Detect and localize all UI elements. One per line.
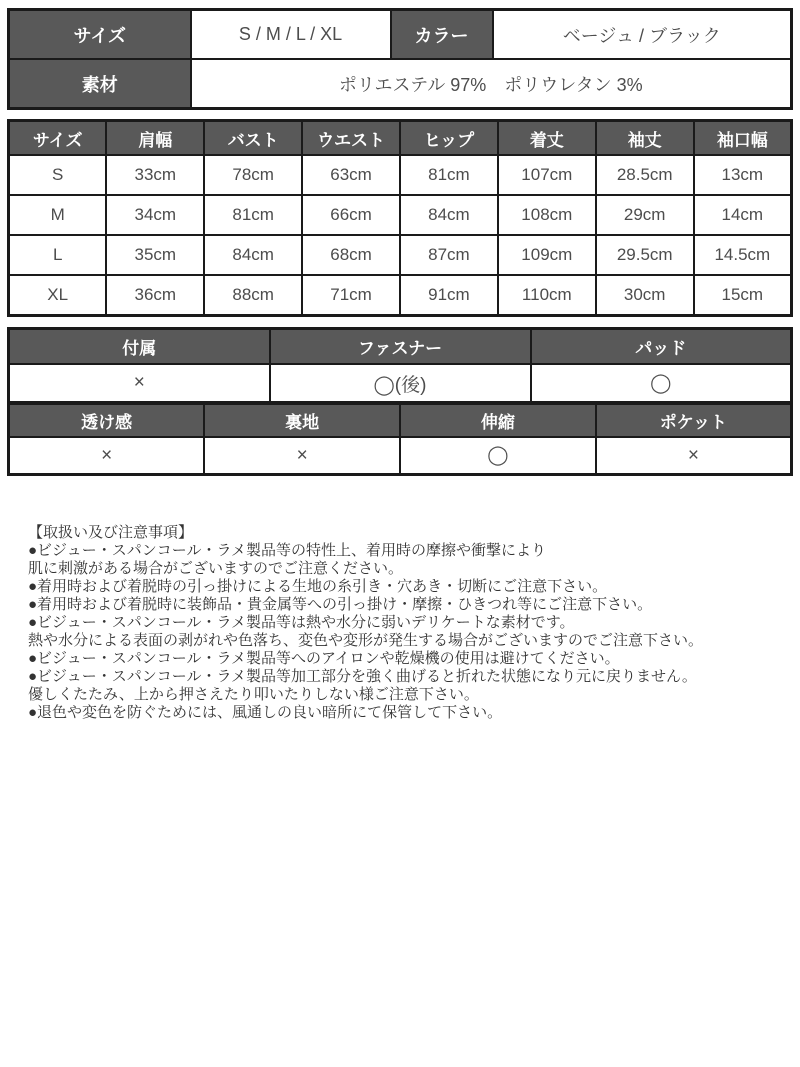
notes-line: 優しくたたみ、上から押さえたり叩いたりしない様ご注意下さい。	[28, 686, 479, 703]
size-chart-cell: 34cm	[106, 195, 204, 235]
notes-line: ●ビジュー・スパンコール・ラメ製品等の特性上、着用時の摩擦や衝撃により	[28, 542, 547, 559]
table-row-size-s	[9, 155, 792, 195]
size-chart-cell: 78cm	[204, 155, 302, 195]
spec-header-row	[9, 404, 792, 438]
material-label-cell: 素材	[9, 59, 191, 109]
size-chart-header: ヒップ	[400, 121, 498, 156]
spec-value: ◯	[531, 364, 792, 403]
spec-table-attachments	[7, 327, 793, 404]
size-chart-cell: 107cm	[498, 155, 596, 195]
size-chart-cell: 35cm	[106, 235, 204, 275]
size-chart-cell: 87cm	[400, 235, 498, 275]
size-chart-cell: 109cm	[498, 235, 596, 275]
size-chart-header: 袖口幅	[694, 121, 792, 156]
size-chart-header: ウエスト	[302, 121, 400, 156]
table-row-size-l	[9, 235, 792, 275]
size-chart-cell: 68cm	[302, 235, 400, 275]
spec-value-row	[9, 364, 792, 403]
size-chart-cell: 14cm	[694, 195, 792, 235]
size-chart-cell: 36cm	[106, 275, 204, 316]
table-row-size-m	[9, 195, 792, 235]
care-notes	[28, 524, 785, 722]
size-chart-header: 袖丈	[596, 121, 694, 156]
size-chart-cell: 108cm	[498, 195, 596, 235]
size-chart-header: 着丈	[498, 121, 596, 156]
notes-line: ●ビジュー・スパンコール・ラメ製品等へのアイロンや乾燥機の使用は避けてください。	[28, 650, 620, 667]
color-value-cell: ベージュ / ブラック	[493, 10, 792, 60]
size-chart-cell: XL	[9, 275, 107, 316]
spec-value: ×	[596, 437, 792, 475]
table-row-size-xl	[9, 275, 792, 316]
spec-header: 透け感	[9, 404, 205, 438]
table-row	[9, 10, 792, 60]
spec-table-fabric	[7, 402, 793, 476]
size-chart-header: バスト	[204, 121, 302, 156]
size-chart-cell: 33cm	[106, 155, 204, 195]
size-chart-cell: 71cm	[302, 275, 400, 316]
size-chart-cell: 63cm	[302, 155, 400, 195]
spec-value: ×	[9, 364, 270, 403]
material-value-cell: ポリエステル 97% ポリウレタン 3%	[191, 59, 792, 109]
size-chart-cell: 84cm	[204, 235, 302, 275]
color-label-cell: カラー	[391, 10, 493, 60]
spec-header: 裏地	[204, 404, 400, 438]
notes-line: ●着用時および着脱時の引っ掛けによる生地の糸引き・穴あき・切断にご注意下さい。	[28, 578, 608, 595]
size-chart-cell: 81cm	[400, 155, 498, 195]
size-chart-cell: M	[9, 195, 107, 235]
size-chart-cell: 81cm	[204, 195, 302, 235]
spec-value: ×	[204, 437, 400, 475]
size-chart-cell: 14.5cm	[694, 235, 792, 275]
spec-value: ◯(後)	[270, 364, 531, 403]
care-notes-title: 【取扱い及び注意事項】	[28, 524, 194, 541]
size-chart-cell: 91cm	[400, 275, 498, 316]
spec-value-row	[9, 437, 792, 475]
spec-header: ファスナー	[270, 329, 531, 365]
notes-line: 熱や水分による表面の剥がれや色落ち、変色や変形が発生する場合がございますのでご注意下さい。	[28, 632, 704, 649]
spec-header-row	[9, 329, 792, 365]
size-chart-cell: 29.5cm	[596, 235, 694, 275]
size-color-material-table	[7, 8, 793, 110]
size-chart-cell: 15cm	[694, 275, 792, 316]
notes-line: ●ビジュー・スパンコール・ラメ製品等は熱や水分に弱いデリケートな素材です。	[28, 614, 575, 631]
size-label-cell: サイズ	[9, 10, 191, 60]
size-chart-header: 肩幅	[106, 121, 204, 156]
spec-value: ×	[9, 437, 205, 475]
spec-header: 伸縮	[400, 404, 596, 438]
size-chart-cell: 66cm	[302, 195, 400, 235]
notes-line: ●着用時および着脱時に装飾品・貴金属等への引っ掛け・摩擦・ひきつれ等にご注意下さい。	[28, 596, 653, 613]
size-chart-cell: 28.5cm	[596, 155, 694, 195]
size-chart-cell: 84cm	[400, 195, 498, 235]
size-chart-header: サイズ	[9, 121, 107, 156]
size-measurement-table	[7, 119, 793, 317]
size-chart-cell: 110cm	[498, 275, 596, 316]
size-chart-cell: 29cm	[596, 195, 694, 235]
size-chart-cell: 13cm	[694, 155, 792, 195]
table-row	[9, 59, 792, 109]
spec-header: ポケット	[596, 404, 792, 438]
size-chart-header-row	[9, 121, 792, 156]
spec-value: ◯	[400, 437, 596, 475]
notes-line: 肌に刺激がある場合がございますのでご注意ください。	[28, 560, 404, 577]
size-chart-cell: 30cm	[596, 275, 694, 316]
spec-header: 付属	[9, 329, 270, 365]
size-value-cell: S / M / L / XL	[191, 10, 391, 60]
size-chart-cell: L	[9, 235, 107, 275]
spec-header: パッド	[531, 329, 792, 365]
size-chart-cell: 88cm	[204, 275, 302, 316]
notes-line: ●ビジュー・スパンコール・ラメ製品等加工部分を強く曲げると折れた状態になり元に戻りません。	[28, 668, 697, 685]
notes-line: ●退色や変色を防ぐためには、風通しの良い暗所にて保管して下さい。	[28, 704, 503, 721]
size-chart-cell: S	[9, 155, 107, 195]
